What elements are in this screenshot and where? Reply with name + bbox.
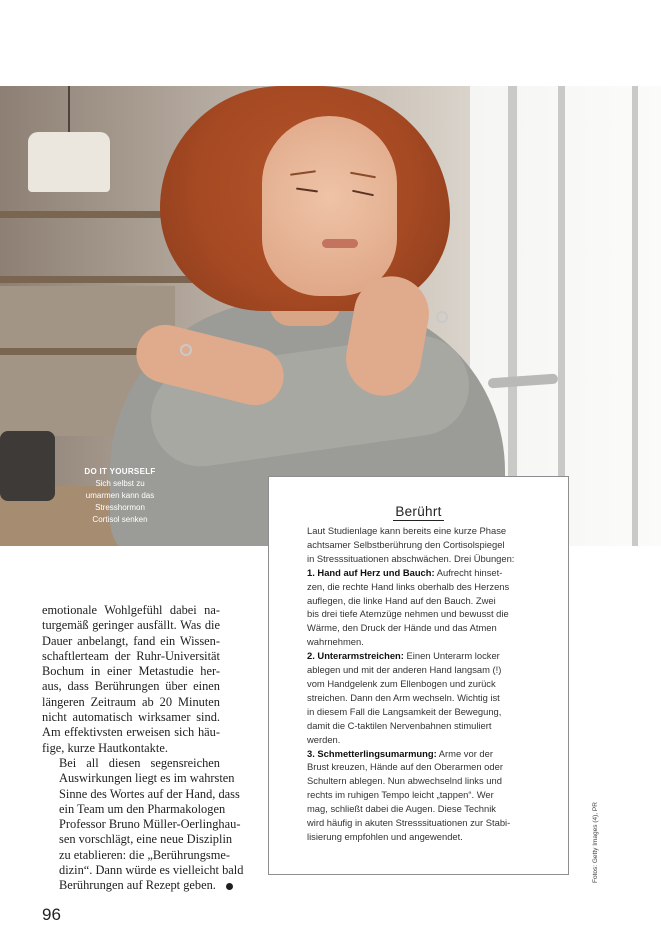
info-box-line: rechts im ruhigen Tempo leicht „tappen“. Wer (307, 789, 494, 801)
photo-chair (0, 431, 55, 501)
exercise-text: Arme vor der (436, 747, 493, 759)
info-box (268, 476, 569, 875)
photo-shelf (0, 276, 205, 283)
article-line: aus, dass Berührungen über einen (42, 679, 220, 694)
info-box-line: vom Handgelenk zum Ellenbogen und zurück (307, 677, 496, 689)
exercise-label: 1. Hand auf Herz und Bauch: (307, 566, 435, 578)
article-line: Professor Bruno Müller-Oerlinghau- (59, 817, 241, 832)
article-paragraph (42, 755, 244, 894)
info-box-line: in Stresssituationen abschwächen. Drei Übungen: (307, 552, 515, 564)
info-box-line: wird häufig in akuten Stresssituationen zur Stabi- (307, 817, 511, 829)
info-box-line: bis drei tiefe Atemzüge nehmen und bewusst die (307, 608, 509, 620)
info-box-line: ablegen und mit der anderen Hand langsam (!) (307, 664, 502, 676)
info-box-title-text: Berührt (395, 504, 442, 519)
photo-credit: Fotos: Getty Images (4), PR (592, 802, 599, 883)
article-line: ein Team um den Pharmakologen (59, 801, 226, 816)
article-line: Am effektivsten erweisen sich häu- (42, 725, 220, 740)
info-box-line: Brust kreuzen, Hände auf den Oberarmen oder (307, 761, 503, 773)
article-line-text: Berührungen auf Rezept geben. (59, 878, 216, 893)
info-box-body (307, 524, 572, 844)
photo-caption (60, 466, 180, 526)
info-box-title (269, 504, 568, 519)
photo-ring (180, 344, 192, 356)
caption-line: Sich selbst zu (95, 479, 145, 488)
photo-lamp (28, 132, 110, 192)
article-line: Dauer anbelangt, fand ein Wissen- (42, 633, 220, 648)
info-box-line: auflegen, die linke Hand auf den Bauch. Zwei (307, 594, 496, 606)
info-box-line: mag, schließt dabei die Augen. Diese Technik (307, 803, 496, 815)
info-box-line: achtsamer Selbstberührung den Cortisolspiegel (307, 538, 505, 550)
article-line: Auswirkungen liegt es im wahrsten (59, 771, 235, 786)
exercise-heading-line (307, 649, 572, 663)
photo-lips (322, 239, 358, 248)
info-box-line: wahrnehmen. (307, 636, 364, 648)
exercise-heading-line (307, 747, 572, 761)
article-line: längeren Zeitraum ab 20 Minuten (42, 694, 220, 709)
photo-face (262, 116, 397, 296)
caption-line: umarmen kann das (85, 491, 155, 500)
info-box-line: streichen. Dann den Arm wechseln. Wichtig ist (307, 691, 500, 703)
article-line: Sinne des Wortes auf der Hand, dass (59, 786, 240, 801)
caption-line: Stresshormon (95, 503, 145, 512)
article-line: nicht automatisch wirksamer sind. (42, 710, 220, 725)
info-box-line: Schultern ablegen. Nun abwechselnd links und (307, 775, 502, 787)
article-paragraph (42, 603, 220, 756)
article-last-line (42, 878, 220, 893)
article-line: schaftlerteam der Ruhr-Universität (42, 648, 220, 663)
info-box-line: in diesem Fall die Langsamkeit der Bewegung, (307, 705, 502, 717)
caption-headline: DO IT YOURSELF (84, 467, 156, 476)
article-line: turgemäß geringer ausfällt. Was die (42, 618, 220, 633)
info-box-line: zen, die rechte Hand links oberhalb des Herzens (307, 580, 510, 592)
exercise-heading-line (307, 566, 572, 580)
info-box-line: lisierung empfohlen und angewendet. (307, 830, 463, 842)
article-line: Bochum in einer Metastudie her- (42, 664, 220, 679)
exercise-text: Aufrecht hinset- (434, 566, 503, 578)
info-box-line: werden. (307, 733, 341, 745)
exercise-label: 2. Unterarmstreichen: (307, 650, 404, 662)
photo-lamp-cord (68, 86, 70, 132)
article-line: zu etablieren: die „Berührungsme- (59, 847, 230, 862)
article-line: Bei all diesen segensreichen (59, 755, 220, 770)
info-box-line: Laut Studienlage kann bereits eine kurze Phase (307, 525, 507, 536)
photo-ring (436, 311, 448, 323)
article-column (42, 603, 244, 894)
exercise-text: Einen Unterarm locker (403, 650, 500, 662)
article-line: dizin“. Dann würde es vielleicht bald (59, 863, 244, 878)
caption-line: Cortisol senken (92, 515, 148, 524)
article-line: sen vorschlägt, eine neue Disziplin (59, 832, 233, 847)
exercise-label: 3. Schmetterlingsumarmung: (307, 747, 437, 759)
article-line: fige, kurze Hautkontakte. (42, 740, 168, 755)
info-box-line: Wärme, den Druck der Hände und das Atmen (307, 622, 497, 634)
page-number: 96 (42, 905, 61, 924)
end-mark-icon (226, 883, 233, 890)
info-box-line: damit die C-taktilen Nervenbahnen stimuliert (307, 719, 492, 731)
article-line: emotionale Wohlgefühl dabei na- (42, 603, 220, 617)
photo-window-frame (632, 86, 638, 546)
